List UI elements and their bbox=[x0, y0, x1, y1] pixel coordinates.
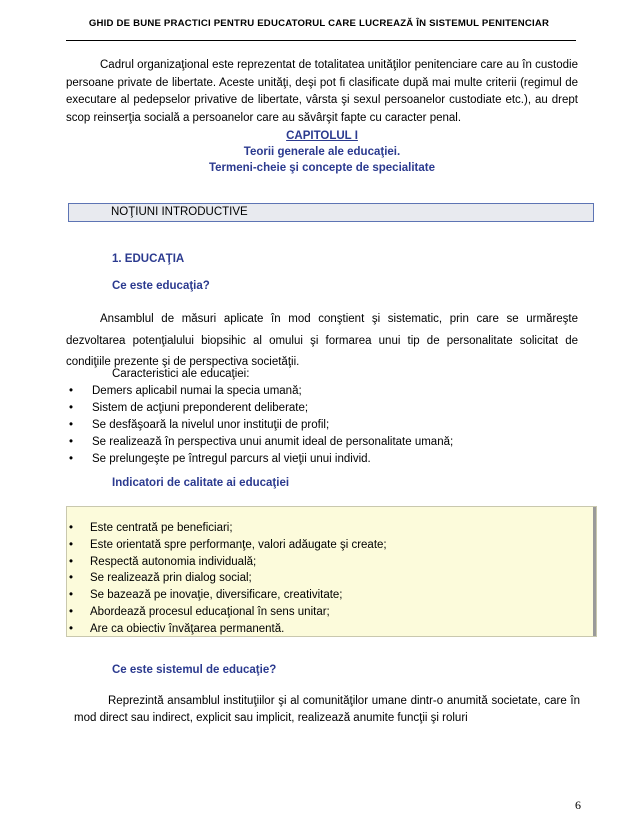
section-box bbox=[68, 203, 594, 222]
header-rule bbox=[66, 40, 576, 41]
characteristics-label: Caracteristici ale educaţiei: bbox=[112, 368, 250, 380]
list-item: • Este centrată pe beneficiari; bbox=[66, 520, 586, 537]
education-heading: 1. EDUCAŢIA bbox=[112, 253, 185, 265]
list-item: • Sistem de acţiuni preponderent deliberate; bbox=[66, 400, 578, 417]
chapter-title-line1: Teorii generale ale educaţiei. bbox=[243, 146, 401, 158]
quality-box-edge bbox=[593, 507, 596, 636]
quality-heading: Indicatori de calitate ai educaţiei bbox=[112, 477, 290, 489]
page-number: 6 bbox=[575, 798, 581, 812]
chapter-title-line2: Termeni-cheie şi concepte de specialitate bbox=[208, 162, 436, 174]
running-header: GHID DE BUNE PRACTICI PENTRU EDUCATORUL CARE LUCREAZĂ ÎN SISTEMUL PENITENCIAR bbox=[88, 18, 550, 29]
list-item: • Demers aplicabil numai la specia umană; bbox=[66, 383, 578, 400]
education-question: Ce este educaţia? bbox=[112, 280, 210, 292]
system-question: Ce este sistemul de educaţie? bbox=[112, 664, 277, 676]
quality-indicators-list bbox=[66, 520, 586, 638]
list-item: • Se prelungeşte pe întregul parcurs al vieţii unui individ. bbox=[66, 451, 578, 468]
list-item: • Se realizează prin dialog social; bbox=[66, 570, 586, 587]
list-item: • Se bazează pe inovaţie, diversificare, creativitate; bbox=[66, 587, 586, 604]
list-item: • Se realizează în perspectiva unui anumit ideal de personalitate umană; bbox=[66, 434, 578, 451]
list-item: • Se desfăşoară la nivelul unor instituţii de profil; bbox=[66, 417, 578, 434]
chapter-heading bbox=[66, 128, 578, 176]
section-box-label: NOŢIUNI INTRODUCTIVE bbox=[111, 206, 248, 218]
list-item: • Respectă autonomia individuală; bbox=[66, 554, 586, 571]
education-definition: Ansamblul de măsuri aplicate în mod conştient şi sistematic, prin care se urmăreşte dezvoltarea potenţialului biopsihic al omului şi formarea unui tip de personalitate solicitat de condiţiile prezente şi de perspectiva societăţii. bbox=[66, 313, 578, 368]
list-item: • Este orientată spre performanţe, valori adăugate şi create; bbox=[66, 537, 586, 554]
characteristics-list bbox=[66, 383, 578, 468]
system-text: Reprezintă ansamblul instituţiilor şi al comunităţilor umane dintr-o anumită societate, care în mod direct sau indirect, explicit sau implicit, realizează anumite funcţii şi roluri bbox=[74, 695, 580, 724]
list-item: • Abordează procesul educaţional în sens unitar; bbox=[66, 604, 586, 621]
chapter-label: CAPITOLUL I bbox=[286, 130, 358, 142]
intro-paragraph: Cadrul organizaţional este reprezentat de totalitatea unităţilor penitenciare care au în custodie persoane private de libertate. Aceste unităţi, deşi pot fi clasificate după mai multe criterii (regimul de executare al pedepselor privative de libertate, vârsta şi sexul persoanelor custodiate etc.), au drept scop reinserţia socială a persoanelor care au săvârşit fapte cu caracter penal. bbox=[66, 59, 578, 124]
list-item: • Are ca obiectiv învăţarea permanentă. bbox=[66, 621, 586, 638]
